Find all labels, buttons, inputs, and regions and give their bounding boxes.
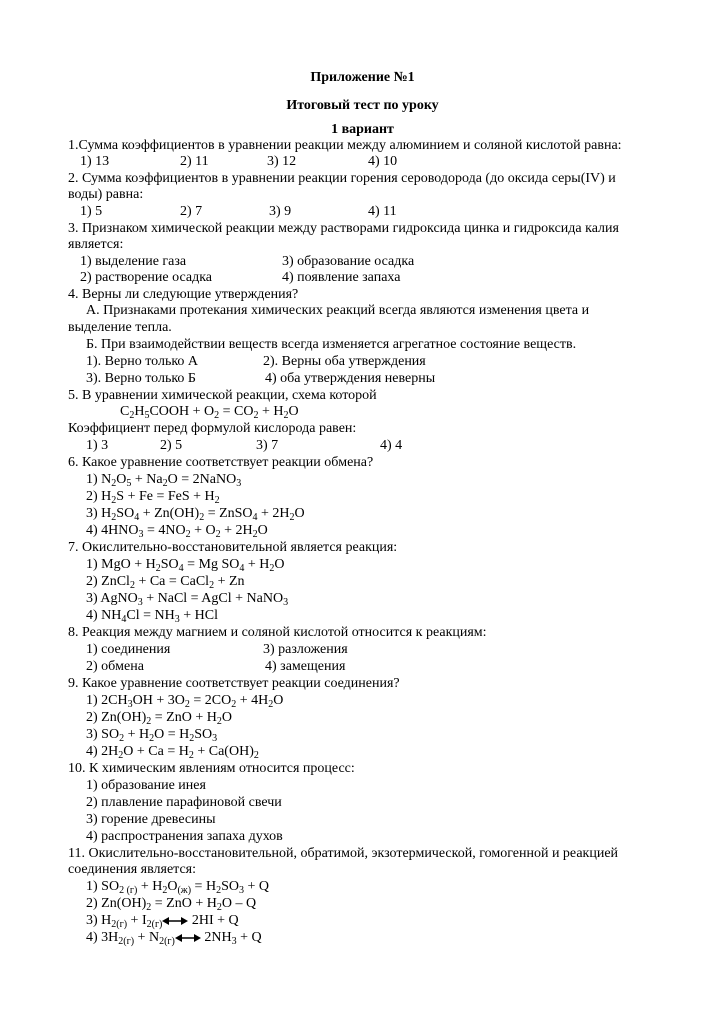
q4-statement-b: Б. При взаимодействии веществ всегда изменяется агрегатное состояние веществ. xyxy=(86,337,577,352)
question-1: 1.Сумма коэффициентов в уравнении реакции между алюминием и соляной кислотой равна: xyxy=(68,138,622,153)
question-6: 6. Какое уравнение соответствует реакции обмена? xyxy=(68,455,374,470)
q4-option-2: 2). Верны оба утверждения xyxy=(263,354,426,369)
question-5: 5. В уравнении химической реакции, схема которой xyxy=(68,388,377,403)
q9-option-2: 2) $Zn(OH)_2$ = ZnO + $H_2O$ xyxy=(86,710,232,727)
q10-option-3: 3) горение древесины xyxy=(86,812,216,827)
question-8: 8. Реакция между магнием и соляной кислотой относится к реакциям: xyxy=(68,625,487,640)
q10-option-4: 4) распространения запаха духов xyxy=(86,829,283,844)
q4-option-4: 4) оба утверждения неверны xyxy=(265,371,436,386)
q7-option-4: 4) $NH_4Cl = NH_3$ + HCl xyxy=(86,608,218,625)
appendix-title: Приложение №1 xyxy=(310,70,415,85)
q6-option-2: 2) $H_2S + Fe$ = FeS + $H_2$ xyxy=(86,489,220,506)
test-title: Итоговый тест по уроку xyxy=(286,98,439,113)
q2-option-2: 2) 7 xyxy=(180,204,203,219)
q5-prompt: Коэффициент перед формулой кислорода равен: xyxy=(68,421,357,436)
q4-option-1: 1). Верно только А xyxy=(86,354,199,369)
q1-option-2: 2) 11 xyxy=(180,154,209,169)
q8-option-2: 2) обмена xyxy=(86,659,144,674)
q7-option-1: 1) MgO + $H_2SO_4 = Mg$ $SO_4 + H_2O$ xyxy=(86,557,285,574)
q11-option-4: 4) $3H_{2(г)} + N_{2(г)}$ $2NH_3 + Q$ xyxy=(86,930,262,947)
q4-statement-a-line-1: А. Признаками протекания химических реакций всегда являются изменения цвета и xyxy=(86,303,590,318)
q3-option-4: 4) появление запаха xyxy=(282,270,401,285)
q6-option-4: 4) $4HNO_3 = 4NO_2 + O_2 + 2H_2O$ xyxy=(86,523,268,540)
q11-option-1: 1) $SO_{2 (г)} + H_2O_{(ж)} = H_2SO_3 + Q$ xyxy=(86,879,269,896)
question-11-line-2: соединения является: xyxy=(68,862,196,877)
question-11-line-1: 11. Окислительно-восстановительной, обратимой, экзотермической, гомогенной и реакцией xyxy=(68,846,619,861)
q9-option-3: 3) $SO_2 + H_2O = H_2SO_3$ xyxy=(86,727,218,744)
q1-option-4: 4) 10 xyxy=(368,154,398,169)
q11-option-2: 2) $Zn(OH)_2$ = ZnO + $H_2O$ – Q xyxy=(86,896,257,913)
q4-option-3: 3). Верно только Б xyxy=(86,371,196,386)
q10-option-2: 2) плавление парафиновой свечи xyxy=(86,795,282,810)
q7-option-3: 3) AgNO$_3$ + NaCl = AgCl + NaNO$_3$ xyxy=(86,591,289,608)
q2-option-4: 4) 11 xyxy=(368,204,397,219)
question-3-line-1: 3. Признаком химической реакции между растворами гидроксида цинка и гидроксида калия xyxy=(68,221,619,236)
variant-title: 1 вариант xyxy=(331,122,394,137)
q5-option-3: 3) 7 xyxy=(256,438,279,453)
q2-option-1: 1) 5 xyxy=(80,204,103,219)
q6-option-1: 1) $N_2O_5 + Na_2O$ = 2NaNO$_3$ xyxy=(86,472,242,489)
q7-option-2: 2) ZnCl$_2$ + Ca = CaCl$_2$ + Zn xyxy=(86,574,245,591)
q3-option-1: 1) выделение газа xyxy=(80,254,187,269)
q4-statement-a-line-2: выделение тепла. xyxy=(68,320,172,335)
reversible-arrow-icon xyxy=(162,916,188,926)
q10-option-1: 1) образование инея xyxy=(86,778,206,793)
question-2-line-1: 2. Сумма коэффициентов в уравнении реакции горения сероводорода (до оксида серы(IV) и xyxy=(68,171,616,186)
q8-option-4: 4) замещения xyxy=(265,659,346,674)
reversible-arrow-icon xyxy=(175,933,201,943)
q5-option-4: 4) 4 xyxy=(380,438,403,453)
question-10: 10. К химическим явлениям относится процесс: xyxy=(68,761,355,776)
q5-option-2: 2) 5 xyxy=(160,438,183,453)
q3-option-2: 2) растворение осадка xyxy=(80,270,213,285)
q8-option-3: 3) разложения xyxy=(263,642,348,657)
q3-option-3: 3) образование осадка xyxy=(282,254,415,269)
q9-option-1: 1) $2CH_3OH + 3O_2 = 2CO_2 + 4H_2O$ xyxy=(86,693,284,710)
q8-option-1: 1) соединения xyxy=(86,642,171,657)
q1-option-1: 1) 13 xyxy=(80,154,110,169)
question-3-line-2: является: xyxy=(68,237,124,252)
question-9: 9. Какое уравнение соответствует реакции соединения? xyxy=(68,676,400,691)
question-2-line-2: воды) равна: xyxy=(68,187,144,202)
q9-option-4: 4) $2H_2O + Ca = H_2 + Ca(OH)_2$ xyxy=(86,744,259,761)
q2-option-3: 3) 9 xyxy=(269,204,292,219)
q5-reaction-scheme: $C_2H_5COOH + O_2 = CO_2 + H_2O$ xyxy=(120,404,299,421)
q1-option-3: 3) 12 xyxy=(267,154,297,169)
q6-option-3: 3) $H_2SO_4 + Zn(OH)_2$ = ZnSO$_4$ + $2H_2O$ xyxy=(86,506,305,523)
question-7: 7. Окислительно-восстановительной является реакция: xyxy=(68,540,398,555)
q5-option-1: 1) 3 xyxy=(86,438,109,453)
question-4: 4. Верны ли следующие утверждения? xyxy=(68,287,299,302)
q11-option-3: 3) $H_{2(г)} + I_{2(г)}$ 2HI + Q xyxy=(86,913,239,930)
